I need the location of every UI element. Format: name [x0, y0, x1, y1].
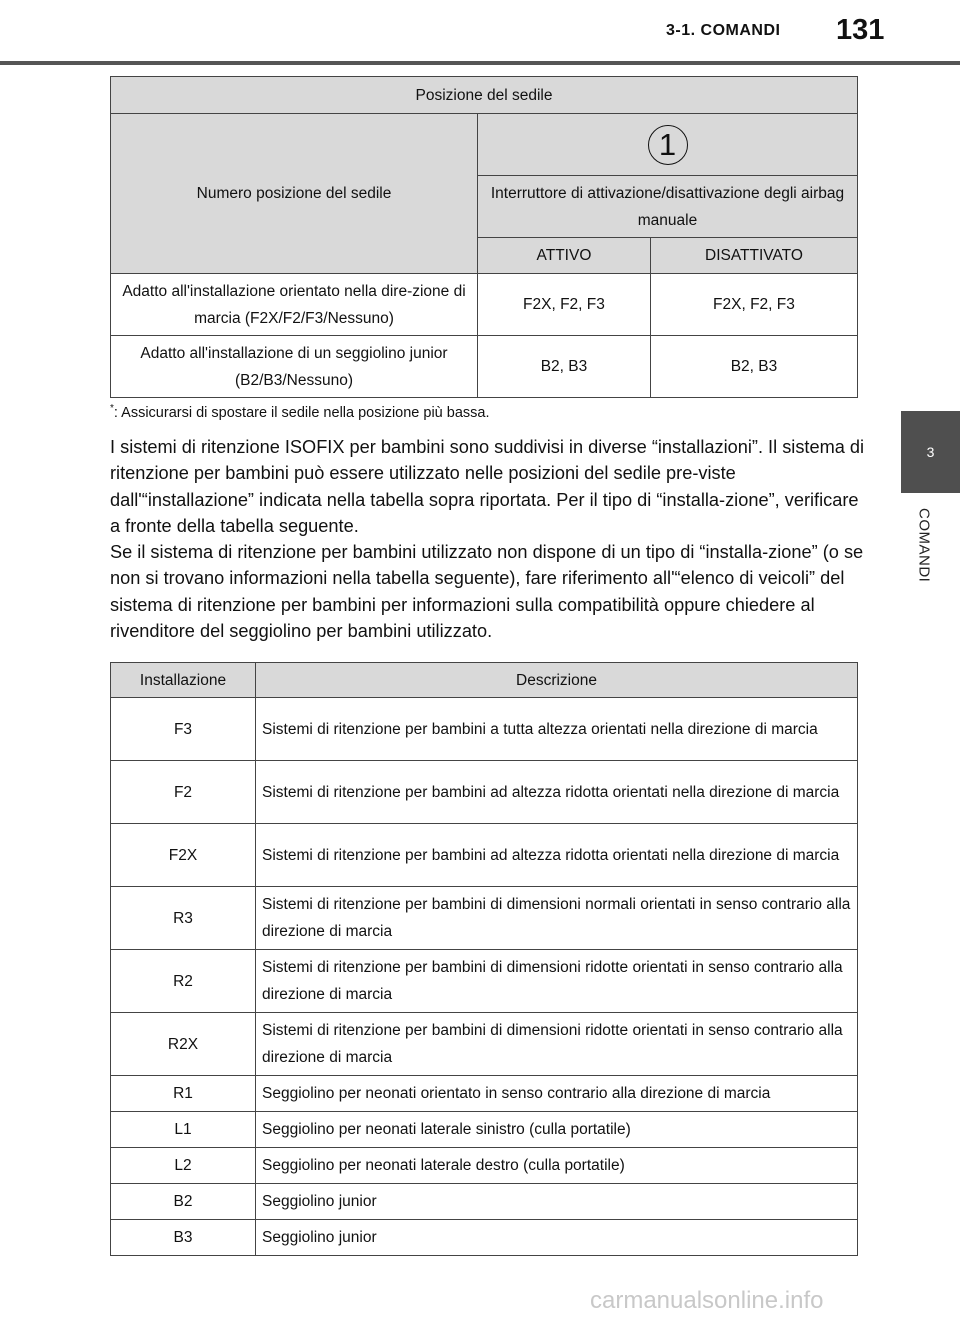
position-one-symbol: 1 [648, 125, 688, 165]
off-value: B2, B3 [650, 336, 857, 398]
seat-row-label: Numero posizione del sedile [111, 114, 478, 274]
installation-description: Seggiolino per neonati orientato in senso contrario alla direzione di marcia [256, 1076, 858, 1112]
installation-description: Seggiolino per neonati laterale destro (culla portatile) [256, 1148, 858, 1184]
paragraph: I sistemi di ritenzione ISOFIX per bambini sono suddivisi in diverse “installazioni”. Il sistema di ritenzione per bambini può essere utilizzato nelle posizioni del sedile pre-viste dall'“installazione” indicata nella tabella sopra riportata. Per il tipo di “installa-zione”, verificare a fronte della tabella seguente. [110, 437, 865, 536]
installation-description: Sistemi di ritenzione per bambini a tutta altezza orientati nella direzione di marcia [256, 698, 858, 761]
on-value: F2X, F2, F3 [478, 274, 651, 336]
table-row [111, 1148, 858, 1184]
chapter-tab[interactable] [901, 411, 960, 493]
seat-position-table [110, 76, 858, 398]
off-value: F2X, F2, F3 [650, 274, 857, 336]
installation-description: Sistemi di ritenzione per bambini di dimensioni ridotte orientati in senso contrario alla direzione di marcia [256, 950, 858, 1013]
installation-code: R2X [111, 1013, 256, 1076]
body-text [110, 434, 870, 644]
table-row [111, 698, 858, 761]
installation-header: Installazione [111, 663, 256, 698]
row-label: Adatto all'installazione orientato nella dire-zione di marcia (F2X/F2/F3/Nessuno) [111, 274, 478, 336]
table-row [111, 336, 858, 398]
installation-code: F2 [111, 761, 256, 824]
chapter-label: COMANDI [915, 508, 933, 583]
section-title: 3-1. COMANDI [666, 22, 781, 39]
installation-description: Seggiolino junior [256, 1220, 858, 1256]
chapter-number: 3 [926, 444, 935, 460]
installation-description: Seggiolino per neonati laterale sinistro (culla portatile) [256, 1112, 858, 1148]
installation-code: F2X [111, 824, 256, 887]
table-row [111, 1076, 858, 1112]
table-row [111, 950, 858, 1013]
description-header: Descrizione [256, 663, 858, 698]
installation-code: R2 [111, 950, 256, 1013]
watermark-logo: carmanualsonline.info [590, 1287, 824, 1314]
row-label: Adatto all'installazione di un seggiolino junior (B2/B3/Nessuno) [111, 336, 478, 398]
table-row [111, 274, 858, 336]
seat-position-cell [478, 114, 858, 176]
table-row [111, 1220, 858, 1256]
installation-code: R3 [111, 887, 256, 950]
installation-code: B3 [111, 1220, 256, 1256]
installation-description: Sistemi di ritenzione per bambini ad altezza ridotta orientati nella direzione di marcia [256, 824, 858, 887]
table-row [111, 824, 858, 887]
installation-description: Sistemi di ritenzione per bambini di dimensioni normali orientati in senso contrario alla direzione di marcia [256, 887, 858, 950]
header-divider [0, 61, 960, 65]
footnote-text: : Assicurarsi di spostare il sedile nella posizione più bassa. [113, 404, 490, 421]
on-header: ATTIVO [478, 238, 651, 274]
installation-code: L1 [111, 1112, 256, 1148]
installation-code: L2 [111, 1148, 256, 1184]
paragraph: Se il sistema di ritenzione per bambini utilizzato non dispone di un tipo di “installa-zione” (o se non si trovano informazioni nella tabella seguente), fare riferimento all'“elenco di veicoli” del sistema di ritenzione per bambini per informazioni sulla compatibilità oppure chiedere al rivenditore del seggiolino per bambini utilizzato. [110, 542, 864, 642]
installation-description: Sistemi di ritenzione per bambini ad altezza ridotta orientati nella direzione di marcia [256, 761, 858, 824]
table-row [111, 887, 858, 950]
table-row [111, 761, 858, 824]
page-number: 131 [836, 14, 885, 46]
table-row [111, 1184, 858, 1220]
footnote [110, 403, 490, 421]
table-row [111, 1013, 858, 1076]
installation-code: F3 [111, 698, 256, 761]
installation-description: Sistemi di ritenzione per bambini di dimensioni ridotte orientati in senso contrario alla direzione di marcia [256, 1013, 858, 1076]
airbag-switch-label: Interruttore di attivazione/disattivazione degli airbag manuale [478, 176, 858, 238]
table-row [111, 1112, 858, 1148]
installation-table [110, 662, 858, 1256]
seat-table-title: Posizione del sedile [111, 77, 858, 114]
footnote-mark: * [110, 403, 114, 414]
on-value: B2, B3 [478, 336, 651, 398]
off-header: DISATTIVATO [650, 238, 857, 274]
installation-description: Seggiolino junior [256, 1184, 858, 1220]
installation-code: B2 [111, 1184, 256, 1220]
installation-code: R1 [111, 1076, 256, 1112]
